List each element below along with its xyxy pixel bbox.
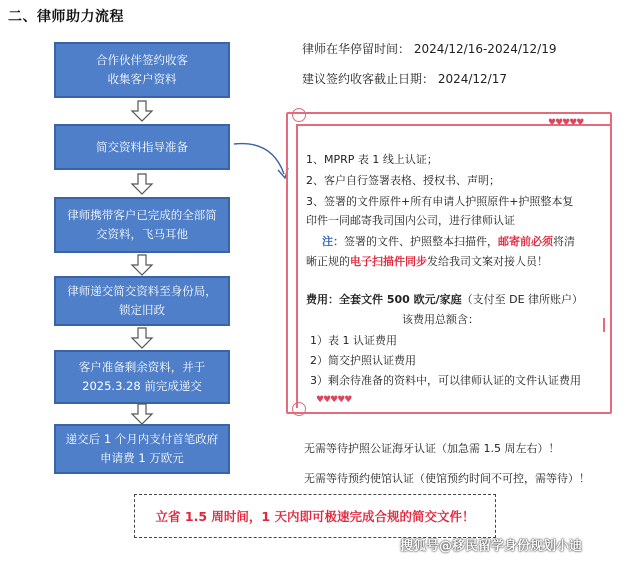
note-no-embassy-wait: 无需等待预约使馆认证（使馆预约时间不可控，需等待）！ [304,472,590,485]
circle-decoration-icon [292,108,306,122]
down-arrow-icon [130,327,154,349]
fee-amount: 全套文件 500 欧元/家庭 [339,293,462,306]
box-note-line-2 [306,254,548,270]
note-red-2: 电子扫描件同步 [350,255,427,268]
step-6 [54,424,230,474]
step-3-line2: 交资料，飞马耳他 [96,227,188,241]
fee-includes: 该费用总额含： [402,313,479,326]
note-text-2: 将清 [553,235,575,248]
box-line-3a: 3、签署的文件原件+所有申请人护照原件+护照整本复 [306,195,574,208]
fee-item-1: 1）表 1 认证费用 [310,334,397,347]
watermark: 搜狐号@移民留学身份规划小迪 [400,539,583,554]
circle-decoration-icon [292,402,306,416]
step-2-line1: 简交资料指导准备 [96,139,188,154]
down-arrow-icon [130,100,154,122]
step-2 [54,124,230,170]
note-label: 注： [322,235,344,248]
note-text-4: 发给我司文案对接人员！ [427,255,548,268]
step-3-line1: 律师携带客户已完成的全部简 [67,208,217,222]
step-3 [54,197,230,253]
box-line-2: 2、客户自行签署表格、授权书、声明； [306,174,500,187]
down-arrow-icon [130,403,154,425]
note-no-apostille-wait: 无需等待护照公证海牙认证（加急需 1.5 周左右）！ [304,442,560,455]
fee-item-2: 2）简交护照认证费用 [310,354,416,367]
down-arrow-icon [130,173,154,195]
step-1 [54,42,230,98]
hearts-decoration-icon: ♥♥♥♥♥ [548,118,584,128]
step-1-line1: 合作伙伴签约收客 [96,53,188,67]
fee-payee: （支付至 DE 律所账户） [461,293,584,306]
down-arrow-icon [130,254,154,276]
hearts-decoration-icon: ♥♥♥♥♥ [316,395,352,405]
note-text-3: 晰正规的 [306,255,350,268]
note-text-1: 签署的文件、护照整本扫描件， [344,235,498,248]
fee-item-3: 3）剩余待准备的资料中，可以律师认证的文件认证费用 [310,374,581,387]
fee-label: 费用： [306,293,339,306]
step-6-line1: 递交后 1 个月内支付首笔政府 [65,432,219,446]
side-marker [603,318,605,332]
step-5 [54,350,230,404]
step-4-line1: 律师递交简交资料至身份局， [67,284,217,298]
curved-arrow-icon [232,134,292,184]
step-5-line1: 客户准备剩余资料，并于 [78,360,206,374]
lawyer-stay-time: 律师在华停留时间： 2024/12/16-2024/12/19 [302,42,557,56]
box-line-3b: 印件一同邮寄我司国内公司，进行律师认证 [306,214,515,227]
step-1-line2: 收集客户资料 [107,72,177,86]
fee-line [306,292,583,308]
note-red-1: 邮寄前必须 [498,235,553,248]
box-line-1: 1、MPRP 表 1 线上认证； [306,153,438,166]
bottom-highlight-box [134,494,496,538]
step-4 [54,276,230,326]
step-6-line2: 申请费 1 万欧元 [100,451,184,465]
step-5-line2: 2025.3.28 前完成递交 [82,379,202,393]
signing-deadline: 建议签约收客截止日期： 2024/12/17 [302,72,507,86]
bottom-highlight-text: 立省 1.5 周时间，1 天内即可极速完成合规的简交文件！ [155,509,475,524]
step-4-line2: 锁定旧政 [119,303,165,317]
box-note-line-1 [322,234,575,250]
page-title: 二、律师助力流程 [8,9,124,25]
